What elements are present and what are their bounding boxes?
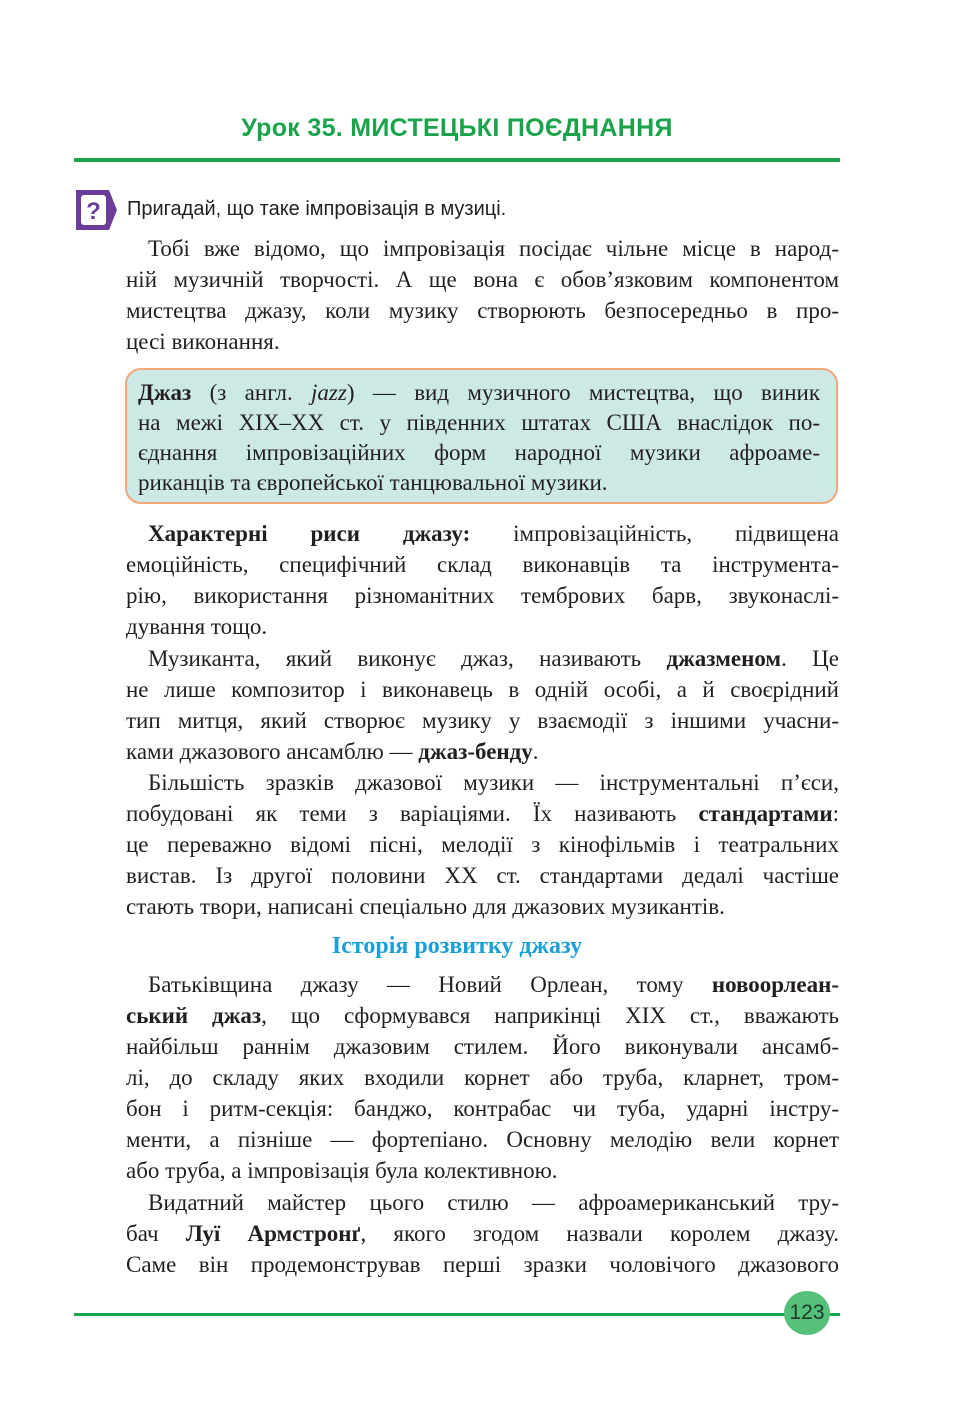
new-orleans-fragment: , що сформувався наприкінці XIX ст., вважають bbox=[261, 1003, 840, 1028]
standards-line bbox=[126, 798, 839, 829]
features-fragment: імпровізаційність, підвищена bbox=[470, 521, 839, 546]
definition-fragment: ) — вид музичного мистецтва, що виник bbox=[346, 380, 820, 405]
new-orleans-line: або труба, а імпровізація була колективною. bbox=[126, 1158, 558, 1183]
features-line: дування тощо. bbox=[126, 614, 268, 639]
intro-line: цесі виконання. bbox=[126, 329, 280, 354]
armstrong-paragraph bbox=[126, 1187, 839, 1280]
standards-term: стандартами bbox=[698, 801, 833, 826]
standards-line: вистав. Із другої половини XX ст. стандартами дедалі частіше bbox=[126, 863, 839, 888]
definition-text bbox=[138, 378, 820, 498]
definition-line bbox=[138, 378, 820, 408]
jazzman-line bbox=[126, 736, 839, 767]
armstrong-line: Видатний майстер цього стилю — афроамериканський тру- bbox=[148, 1190, 839, 1215]
definition-term: Джаз bbox=[138, 380, 192, 405]
jazzman-line: тип митця, який створює музику у взаємодії з іншими учасни- bbox=[126, 708, 839, 733]
standards-fragment: : bbox=[832, 801, 839, 826]
question-icon bbox=[73, 187, 119, 233]
standards-fragment: побудовані як теми з варіаціями. Їх називають bbox=[126, 801, 699, 826]
new-orleans-line: менти, а пізніше — фортепіано. Основну мелодію вели корнет bbox=[126, 1127, 839, 1152]
definition-line: риканців та європейської танцювальної музики. bbox=[138, 470, 608, 495]
armstrong-fragment: , якого згодом назвали королем джазу. bbox=[360, 1221, 840, 1246]
new-orleans-line: бон і ритм-секція: банджо, контрабас чи туба, ударні інстру- bbox=[126, 1096, 839, 1121]
footer-divider bbox=[74, 1313, 840, 1316]
armstrong-fragment: бач bbox=[126, 1221, 186, 1246]
armstrong-line bbox=[126, 1218, 839, 1249]
jazzman-line: не лише композитор і виконавець в одній особі, а й своєрідний bbox=[126, 677, 839, 702]
features-line bbox=[126, 518, 839, 549]
features-line: рію, використання різноманітних тембрових барв, звуконаслі- bbox=[126, 583, 839, 608]
question-mark-glyph: ? bbox=[86, 198, 101, 225]
jazzman-fragment: . Це bbox=[781, 646, 839, 671]
new-orleans-line: найбільш раннім джазовим стилем. Його виконували ансамб- bbox=[126, 1034, 839, 1059]
section-subheading: Історія розвитку джазу bbox=[331, 933, 583, 959]
title-divider bbox=[74, 158, 840, 162]
jazzman-line bbox=[126, 643, 839, 674]
page-number-badge: 123 bbox=[784, 1291, 830, 1335]
jazzman-term: джазменом bbox=[666, 646, 782, 671]
new-orleans-line: лі, до складу яких входили корнет або труба, кларнет, тром- bbox=[126, 1065, 839, 1090]
definition-line: на межі XIX–XX ст. у південних штатах США внаслідок по- bbox=[138, 410, 820, 435]
features-heading: Характерні риси джазу: bbox=[148, 521, 471, 546]
definition-fragment: (з англ. bbox=[191, 380, 312, 405]
lesson-title: Урок 35. МИСТЕЦЬКІ ПОЄДНАННЯ bbox=[241, 114, 673, 142]
jazz-band-term: джаз-бенду bbox=[418, 739, 533, 764]
intro-paragraph bbox=[126, 233, 839, 357]
recall-prompt: Пригадай, що таке імпровізація в музиці. bbox=[127, 198, 507, 220]
features-line: емоційність, специфічний склад виконавців та інструмента- bbox=[126, 552, 839, 577]
intro-line: Тобі вже відомо, що імпровізація посідає чільне місце в народ- bbox=[148, 236, 839, 261]
new-orleans-fragment: Батьківщина джазу — Новий Орлеан, тому bbox=[148, 972, 712, 997]
jazzman-paragraph bbox=[126, 643, 839, 767]
new-orleans-paragraph bbox=[126, 969, 839, 1186]
new-orleans-line bbox=[126, 969, 839, 1000]
definition-english-word: jazz bbox=[311, 380, 347, 405]
new-orleans-line bbox=[126, 1000, 839, 1031]
standards-line: Більшість зразків джазової музики — інструментальні п’єси, bbox=[148, 770, 839, 795]
intro-line: мистецтва джазу, коли музику створюють безпосередньо в про- bbox=[126, 298, 839, 323]
new-orleans-term: новоорлеан- bbox=[711, 972, 839, 997]
armstrong-name: Луї Армстронґ bbox=[185, 1221, 361, 1246]
standards-paragraph bbox=[126, 767, 839, 922]
definition-line: єднання імпровізаційних форм народної музики афроаме- bbox=[138, 440, 820, 465]
intro-line: ній музичній творчості. А ще вона є обов’язковим компонентом bbox=[126, 267, 839, 292]
jazzman-fragment: Музиканта, який виконує джаз, називають bbox=[148, 646, 667, 671]
armstrong-line: Саме він продемонстрував перші зразки чоловічого джазового bbox=[126, 1252, 839, 1277]
features-paragraph bbox=[126, 518, 839, 642]
jazzman-fragment: . bbox=[532, 739, 539, 764]
standards-line: це переважно відомі пісні, мелодії з кінофільмів і театральних bbox=[126, 832, 839, 857]
jazzman-fragment: ками джазового ансамблю — bbox=[126, 739, 419, 764]
new-orleans-term: ський джаз bbox=[126, 1003, 262, 1028]
standards-line: стають твори, написані спеціально для джазових музикантів. bbox=[126, 894, 725, 919]
